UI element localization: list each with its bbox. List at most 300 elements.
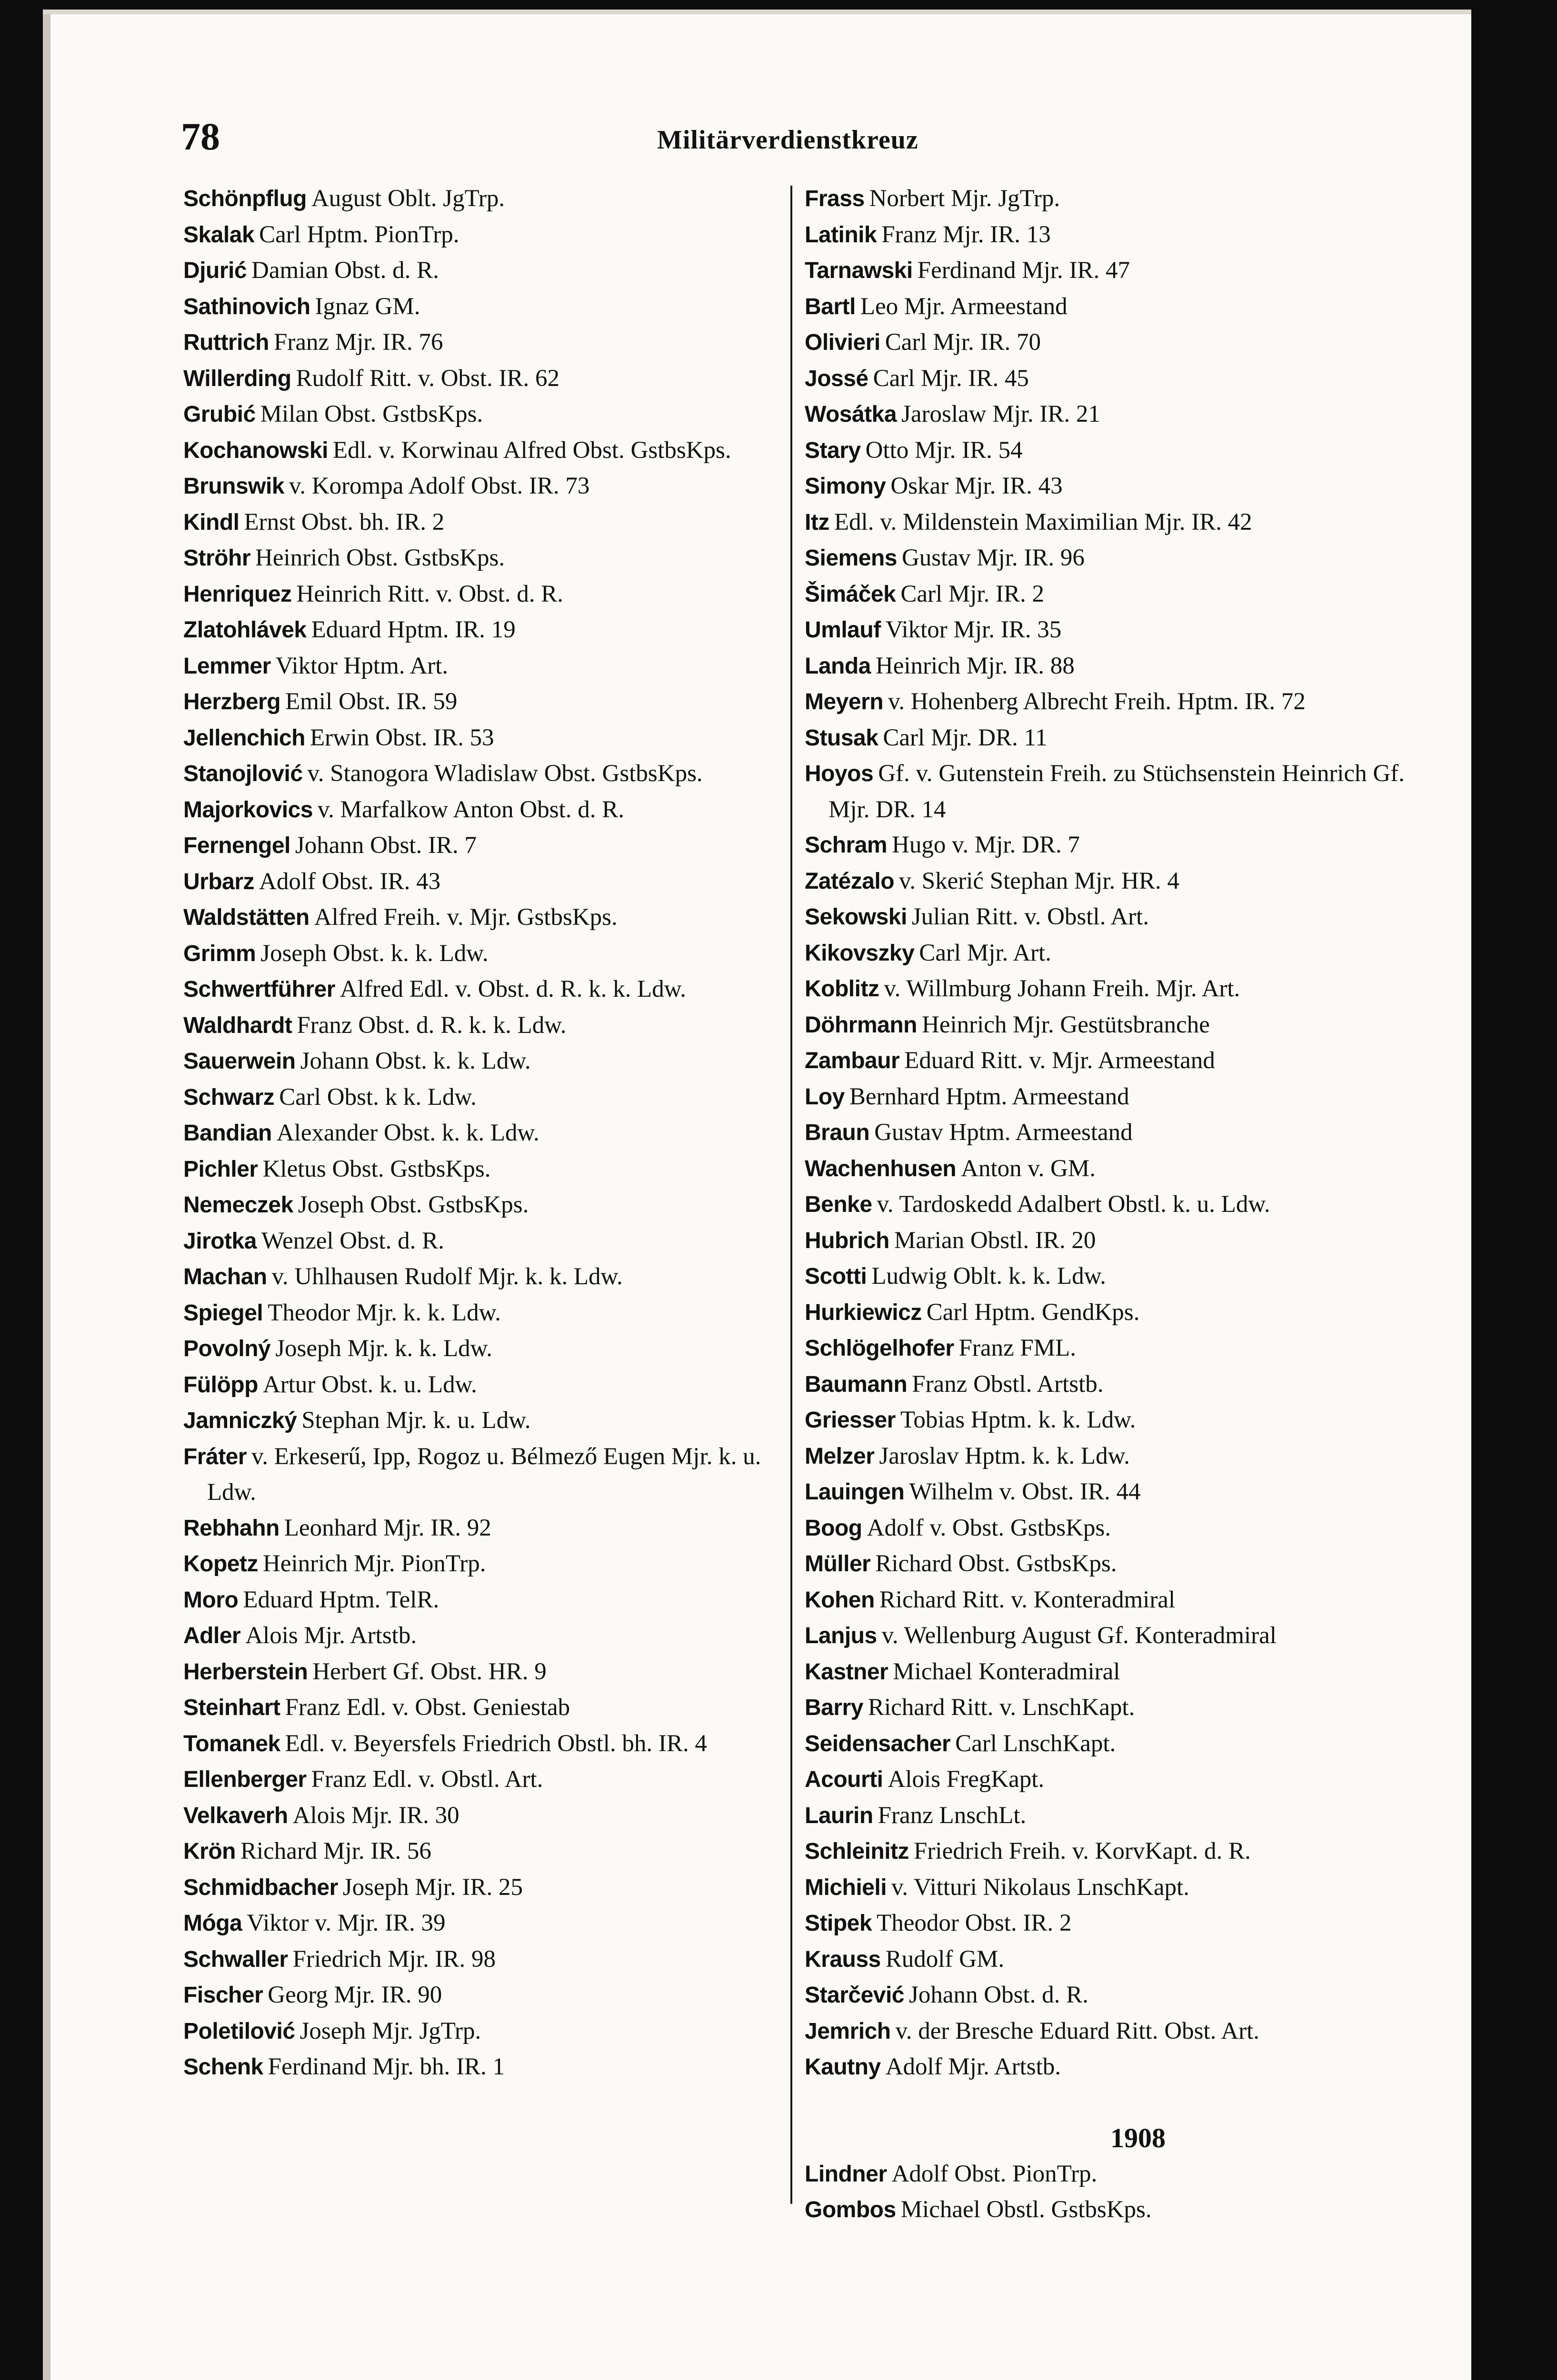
entry-details: v. Vitturi Nikolaus LnschKapt. bbox=[891, 1874, 1189, 1901]
entry-details: Michael Obstl. GstbsKps. bbox=[900, 2196, 1152, 2223]
entry-details: Eduard Ritt. v. Mjr. Armeestand bbox=[904, 1047, 1215, 1074]
register-entry bbox=[805, 612, 1419, 648]
entry-details: Edl. v. Mildenstein Maximilian Mjr. IR. 42 bbox=[834, 508, 1252, 536]
entry-details: Franz LnschLt. bbox=[878, 1802, 1027, 1829]
entry-surname: Djurić bbox=[183, 258, 247, 283]
register-entry bbox=[805, 1726, 1419, 1762]
entry-details: Alois Mjr. IR. 30 bbox=[292, 1802, 459, 1829]
register-entry bbox=[805, 1330, 1419, 1367]
register-entry bbox=[183, 1762, 798, 1798]
register-entry bbox=[183, 1726, 798, 1762]
entry-details: Otto Mjr. IR. 54 bbox=[865, 436, 1023, 464]
entry-surname: Stary bbox=[805, 437, 861, 463]
entry-surname: Sekowski bbox=[805, 904, 907, 930]
register-entry bbox=[183, 756, 798, 792]
entry-details: Theodor Obst. IR. 2 bbox=[877, 1910, 1072, 1936]
entry-details: Adolf Mjr. Artstb. bbox=[885, 2053, 1061, 2080]
register-entry bbox=[183, 468, 798, 505]
entry-details: Alois FregKapt. bbox=[888, 1766, 1045, 1793]
entry-surname: Schönpflug bbox=[183, 186, 307, 211]
entry-details: Franz Obst. d. R. k. k. Ldw. bbox=[297, 1012, 567, 1039]
entry-details: Artur Obst. k. u. Ldw. bbox=[262, 1371, 477, 1398]
entry-details: Friedrich Mjr. IR. 98 bbox=[292, 1945, 496, 1973]
entry-details: Eduard Hptm. IR. 19 bbox=[311, 616, 516, 643]
entry-details: v. Wellenburg August Gf. Konteradmiral bbox=[881, 1622, 1277, 1649]
entry-surname: Krön bbox=[183, 1839, 236, 1864]
register-entry bbox=[183, 2013, 798, 2050]
entry-surname: Kindl bbox=[183, 509, 240, 535]
entry-surname: Majorkovics bbox=[183, 797, 313, 823]
register-entry bbox=[183, 181, 798, 217]
register-entry bbox=[805, 2013, 1419, 2050]
year-heading: 1908 bbox=[1110, 2122, 1166, 2153]
entry-surname: Stusak bbox=[805, 725, 878, 751]
register-entry bbox=[183, 2049, 798, 2085]
entry-details: Alexander Obst. k. k. Ldw. bbox=[276, 1120, 539, 1146]
entry-surname: Šimáček bbox=[805, 581, 896, 607]
entry-details: Johann Obst. k. k. Ldw. bbox=[300, 1048, 531, 1074]
entry-surname: Schwertführer bbox=[183, 977, 335, 1002]
register-entry bbox=[183, 433, 798, 469]
entry-surname: Barry bbox=[805, 1695, 863, 1720]
right-column-list bbox=[805, 181, 1419, 2085]
entry-details: v. Marfalkow Anton Obst. d. R. bbox=[317, 796, 625, 823]
register-entry bbox=[805, 756, 1419, 827]
page-header bbox=[43, 114, 1471, 167]
register-entry bbox=[805, 181, 1419, 217]
entry-details: Alfred Freih. v. Mjr. GstbsKps. bbox=[314, 904, 618, 931]
entry-surname: Lindner bbox=[805, 2161, 887, 2187]
register-entry bbox=[183, 612, 798, 648]
register-entry bbox=[183, 1151, 798, 1188]
register-entry bbox=[805, 289, 1419, 325]
entry-surname: Benke bbox=[805, 1192, 872, 1217]
entry-details: Franz Mjr. IR. 76 bbox=[273, 329, 443, 356]
entry-surname: Loy bbox=[805, 1084, 845, 1110]
register-entry bbox=[183, 1043, 798, 1080]
register-entry bbox=[183, 720, 798, 756]
entry-details: Rudolf Ritt. v. Obst. IR. 62 bbox=[296, 365, 560, 392]
entry-details: Johann Obst. IR. 7 bbox=[295, 832, 477, 859]
entry-details: Franz FML. bbox=[958, 1335, 1077, 1361]
entry-surname: Olivieri bbox=[805, 330, 880, 355]
entry-details: Marian Obstl. IR. 20 bbox=[894, 1227, 1096, 1254]
entry-details: Franz Edl. v. Obst. Geniestab bbox=[285, 1694, 570, 1721]
entry-surname: Schram bbox=[805, 833, 888, 858]
entry-details: Jaroslav Hptm. k. k. Ldw. bbox=[879, 1442, 1130, 1469]
register-entry bbox=[805, 1690, 1419, 1726]
entry-surname: Lauingen bbox=[805, 1479, 905, 1505]
entry-surname: Melzer bbox=[805, 1443, 875, 1469]
entry-surname: Schmidbacher bbox=[183, 1874, 338, 1900]
register-entry bbox=[183, 1870, 798, 1906]
register-entry bbox=[805, 1762, 1419, 1798]
entry-details: Viktor Mjr. IR. 35 bbox=[885, 616, 1062, 643]
entry-surname: Acourti bbox=[805, 1767, 883, 1792]
register-entry bbox=[805, 325, 1419, 361]
entry-details: Carl Mjr. IR. 45 bbox=[873, 365, 1029, 392]
entry-surname: Meyern bbox=[805, 689, 884, 714]
entry-surname: Siemens bbox=[805, 545, 897, 571]
register-entry bbox=[805, 1402, 1419, 1438]
entry-surname: Kochanowski bbox=[183, 437, 328, 463]
entry-details: Richard Mjr. IR. 56 bbox=[240, 1838, 431, 1864]
entry-surname: Grimm bbox=[183, 941, 256, 966]
register-entry bbox=[805, 217, 1419, 253]
entry-details: Franz Mjr. IR. 13 bbox=[881, 221, 1051, 248]
running-title: Militärverdienstkreuz bbox=[657, 125, 918, 155]
entry-surname: Pichler bbox=[183, 1156, 258, 1182]
register-entry bbox=[183, 1295, 798, 1331]
entry-surname: Schwaller bbox=[183, 1946, 288, 1972]
entry-surname: Nemeczek bbox=[183, 1192, 293, 1218]
register-entry bbox=[183, 900, 798, 936]
register-entry bbox=[805, 468, 1419, 505]
entry-details: Carl Mjr. DR. 11 bbox=[883, 724, 1048, 751]
register-entry bbox=[183, 972, 798, 1008]
register-entry bbox=[183, 1618, 798, 1654]
entry-details: Heinrich Mjr. IR. 88 bbox=[875, 652, 1075, 679]
register-entry bbox=[805, 1942, 1419, 1978]
entry-surname: Hoyos bbox=[805, 761, 874, 786]
register-entry bbox=[183, 217, 798, 253]
register-entry bbox=[805, 648, 1419, 684]
register-entry bbox=[805, 2049, 1419, 2085]
entry-surname: Landa bbox=[805, 653, 871, 679]
page-edge-left bbox=[43, 10, 50, 2380]
entry-details: Hugo v. Mjr. DR. 7 bbox=[892, 832, 1080, 858]
entry-surname: Umlauf bbox=[805, 617, 881, 643]
register-entry bbox=[183, 1403, 798, 1439]
entry-surname: Ströhr bbox=[183, 545, 250, 571]
entry-details: v. Willmburg Johann Freih. Mjr. Art. bbox=[884, 975, 1240, 1002]
entry-surname: Ellenberger bbox=[183, 1767, 307, 1792]
entry-details: Norbert Mjr. JgTrp. bbox=[869, 185, 1060, 212]
entry-details: Joseph Obst. k. k. Ldw. bbox=[260, 940, 489, 967]
register-entry bbox=[183, 1510, 798, 1547]
entry-details: Heinrich Mjr. Gestütsbranche bbox=[922, 1011, 1210, 1038]
entry-details: Viktor v. Mjr. IR. 39 bbox=[247, 1910, 446, 1936]
entry-surname: Tomanek bbox=[183, 1731, 280, 1756]
register-entry bbox=[805, 1834, 1419, 1870]
register-entry bbox=[183, 1546, 798, 1582]
register-entry bbox=[805, 540, 1419, 576]
register-entry bbox=[805, 1295, 1419, 1331]
register-entry bbox=[805, 1223, 1419, 1259]
register-entry bbox=[805, 1474, 1419, 1510]
entry-details: Ferdinand Mjr. bh. IR. 1 bbox=[268, 2053, 505, 2080]
register-entry bbox=[805, 1259, 1419, 1295]
entry-surname: Moro bbox=[183, 1587, 239, 1613]
entry-surname: Povolný bbox=[183, 1336, 271, 1361]
entry-surname: Steinhart bbox=[183, 1695, 280, 1720]
entry-surname: Boog bbox=[805, 1515, 862, 1541]
entry-surname: Krauss bbox=[805, 1946, 881, 1972]
entry-surname: Velkaverh bbox=[183, 1803, 288, 1828]
register-entry bbox=[183, 1834, 798, 1870]
register-entry bbox=[183, 1977, 798, 2013]
entry-surname: Schwarz bbox=[183, 1084, 275, 1110]
entry-details: Carl Hptm. PionTrp. bbox=[259, 221, 459, 248]
entry-details: Carl Obst. k k. Ldw. bbox=[279, 1083, 477, 1111]
register-entry bbox=[805, 433, 1419, 469]
right-column bbox=[805, 181, 1419, 2228]
entry-details: Richard Obst. GstbsKps. bbox=[875, 1550, 1117, 1577]
entry-details: Edl. v. Beyersfels Friedrich Obstl. bh. IR. 4 bbox=[285, 1730, 707, 1757]
register-entry bbox=[805, 1654, 1419, 1690]
register-entry bbox=[805, 1007, 1419, 1043]
register-entry bbox=[183, 1798, 798, 1834]
entry-surname: Grubić bbox=[183, 402, 256, 427]
entry-surname: Müller bbox=[805, 1551, 871, 1577]
register-entry bbox=[183, 253, 798, 289]
entry-surname: Bartl bbox=[805, 294, 856, 319]
book-page bbox=[43, 10, 1471, 2380]
entry-details: Oskar Mjr. IR. 43 bbox=[890, 473, 1063, 499]
entry-surname: Bandian bbox=[183, 1121, 272, 1146]
entry-details: Adolf Obst. PionTrp. bbox=[891, 2160, 1098, 2187]
entry-surname: Brunswik bbox=[183, 474, 285, 499]
entry-details: August Oblt. JgTrp. bbox=[311, 185, 505, 212]
register-entry bbox=[183, 828, 798, 864]
entry-surname: Döhrmann bbox=[805, 1012, 917, 1038]
entry-details: Adolf Obst. IR. 43 bbox=[259, 868, 441, 895]
entry-details: v. Hohenberg Albrecht Freih. Hptm. IR. 72 bbox=[888, 688, 1306, 715]
register-entry bbox=[183, 936, 798, 972]
entry-surname: Herberstein bbox=[183, 1659, 308, 1685]
entry-surname: Kastner bbox=[805, 1659, 888, 1685]
entry-details: Gustav Hptm. Armeestand bbox=[874, 1119, 1133, 1146]
entry-details: Leo Mjr. Armeestand bbox=[860, 293, 1068, 320]
register-entry bbox=[183, 576, 798, 613]
entry-surname: Latinik bbox=[805, 222, 877, 248]
entry-surname: Fráter bbox=[183, 1444, 247, 1469]
entry-surname: Jemrich bbox=[805, 2018, 891, 2044]
entry-surname: Móga bbox=[183, 1911, 242, 1936]
entry-details: Milan Obst. GstbsKps. bbox=[260, 401, 483, 427]
entry-details: Richard Ritt. v. LnschKapt. bbox=[868, 1694, 1135, 1721]
entry-surname: Hubrich bbox=[805, 1228, 889, 1253]
entry-details: Tobias Hptm. k. k. Ldw. bbox=[900, 1407, 1136, 1433]
entry-surname: Simony bbox=[805, 474, 886, 499]
entry-surname: Itz bbox=[805, 509, 829, 535]
register-entry bbox=[183, 1259, 798, 1295]
entry-details: Wenzel Obst. d. R. bbox=[261, 1227, 444, 1254]
entry-surname: Lemmer bbox=[183, 653, 271, 679]
register-entry bbox=[805, 1905, 1419, 1942]
entry-surname: Griesser bbox=[805, 1408, 896, 1433]
entry-details: Richard Ritt. v. Konteradmiral bbox=[879, 1586, 1176, 1613]
entry-surname: Willerding bbox=[183, 366, 291, 391]
entry-surname: Machan bbox=[183, 1264, 267, 1289]
entry-details: v. Stanogora Wladislaw Obst. GstbsKps. bbox=[307, 760, 703, 787]
entry-surname: Waldstätten bbox=[183, 905, 309, 930]
register-entry bbox=[183, 361, 798, 397]
entry-details: Ignaz GM. bbox=[315, 293, 420, 320]
entry-details: v. Korompa Adolf Obst. IR. 73 bbox=[289, 473, 590, 499]
entry-details: Stephan Mjr. k. u. Ldw. bbox=[301, 1407, 531, 1434]
entry-surname: Scotti bbox=[805, 1264, 867, 1289]
page-edge-top bbox=[43, 10, 1471, 14]
entry-details: Emil Obst. IR. 59 bbox=[285, 688, 458, 715]
register-entry bbox=[183, 1690, 798, 1726]
register-entry bbox=[183, 1008, 798, 1044]
register-entry bbox=[805, 1367, 1419, 1403]
entry-details: Carl LnschKapt. bbox=[955, 1730, 1116, 1757]
entry-surname: Fischer bbox=[183, 1983, 263, 2008]
entry-surname: Braun bbox=[805, 1120, 870, 1145]
entry-surname: Stanojlović bbox=[183, 761, 303, 786]
register-entry bbox=[183, 864, 798, 900]
entry-surname: Schenk bbox=[183, 2054, 263, 2080]
entry-surname: Jellenchich bbox=[183, 725, 305, 751]
entry-details: Joseph Obst. GstbsKps. bbox=[298, 1191, 529, 1218]
register-entry bbox=[805, 827, 1419, 863]
entry-details: Edl. v. Korwinau Alfred Obst. GstbsKps. bbox=[332, 436, 731, 464]
register-entry bbox=[183, 540, 798, 576]
entry-surname: Frass bbox=[805, 186, 865, 211]
entry-surname: Poletilović bbox=[183, 2018, 295, 2044]
entry-details: Wilhelm v. Obst. IR. 44 bbox=[909, 1478, 1141, 1505]
entry-surname: Schleinitz bbox=[805, 1839, 909, 1864]
entry-details: Bernhard Hptm. Armeestand bbox=[849, 1083, 1129, 1110]
entry-surname: Starčević bbox=[805, 1983, 904, 2008]
entry-surname: Seidensacher bbox=[805, 1731, 951, 1756]
entry-details: Leonhard Mjr. IR. 92 bbox=[284, 1514, 491, 1541]
entry-details: Ludwig Oblt. k. k. Ldw. bbox=[871, 1263, 1106, 1289]
entry-surname: Schlögelhofer bbox=[805, 1336, 954, 1361]
register-entry bbox=[805, 505, 1419, 541]
register-entry bbox=[183, 792, 798, 828]
entry-details: Michael Konteradmiral bbox=[893, 1658, 1120, 1685]
register-entry bbox=[183, 397, 798, 433]
entry-details: Ferdinand Mjr. IR. 47 bbox=[917, 257, 1130, 284]
register-entry bbox=[183, 1331, 798, 1367]
entry-details: Joseph Mjr. IR. 25 bbox=[342, 1874, 523, 1901]
entry-surname: Kautny bbox=[805, 2054, 881, 2080]
register-entry bbox=[183, 1367, 798, 1403]
entry-surname: Gombos bbox=[805, 2197, 896, 2222]
entry-surname: Laurin bbox=[805, 1803, 873, 1828]
register-entry bbox=[183, 505, 798, 541]
register-entry bbox=[805, 935, 1419, 972]
register-entry bbox=[805, 1151, 1419, 1187]
entry-surname: Zambaur bbox=[805, 1048, 900, 1073]
entry-surname: Zatézalo bbox=[805, 868, 895, 894]
register-entry bbox=[805, 253, 1419, 289]
entry-details: Jaroslaw Mjr. IR. 21 bbox=[901, 401, 1100, 427]
entry-details: Alois Mjr. Artstb. bbox=[245, 1622, 417, 1649]
register-entry bbox=[183, 1582, 798, 1618]
entry-details: Carl Hptm. GendKps. bbox=[926, 1299, 1140, 1326]
register-entry bbox=[805, 2156, 1419, 2192]
register-entry bbox=[805, 1582, 1419, 1618]
register-entry bbox=[805, 1510, 1419, 1547]
entry-details: Ernst Obst. bh. IR. 2 bbox=[244, 508, 445, 536]
entry-details: Adolf v. Obst. GstbsKps. bbox=[867, 1514, 1111, 1541]
register-entry bbox=[805, 1977, 1419, 2013]
entry-surname: Kopetz bbox=[183, 1551, 258, 1577]
entry-surname: Hurkiewicz bbox=[805, 1299, 922, 1325]
entry-surname: Wachenhusen bbox=[805, 1156, 957, 1181]
register-entry bbox=[183, 1115, 798, 1151]
entry-surname: Zlatohlávek bbox=[183, 617, 307, 643]
register-entry bbox=[183, 325, 798, 361]
entry-surname: Skalak bbox=[183, 222, 255, 248]
entry-surname: Urbarz bbox=[183, 869, 255, 894]
register-entry bbox=[183, 1654, 798, 1690]
page-number: 78 bbox=[181, 115, 220, 158]
entry-details: Joseph Mjr. JgTrp. bbox=[299, 2017, 481, 2044]
entry-surname: Sauerwein bbox=[183, 1049, 296, 1074]
register-entry bbox=[805, 720, 1419, 756]
entry-details: v. Uhlhausen Rudolf Mjr. k. k. Ldw. bbox=[271, 1263, 623, 1290]
entry-details: Kletus Obst. GstbsKps. bbox=[262, 1155, 491, 1182]
entry-surname: Ruttrich bbox=[183, 330, 269, 355]
register-entry bbox=[805, 1618, 1419, 1654]
register-entry bbox=[183, 684, 798, 720]
entry-surname: Koblitz bbox=[805, 976, 879, 1002]
entry-details: Carl Mjr. Art. bbox=[919, 939, 1051, 966]
entry-surname: Jamniczký bbox=[183, 1408, 297, 1433]
entry-details: Damian Obst. d. R. bbox=[251, 257, 439, 284]
register-entry bbox=[805, 1438, 1419, 1475]
entry-surname: Henriquez bbox=[183, 581, 292, 607]
register-entry bbox=[183, 289, 798, 325]
entry-surname: Sathinovich bbox=[183, 294, 310, 319]
entry-details: Franz Edl. v. Obstl. Art. bbox=[311, 1766, 543, 1793]
register-entry bbox=[183, 1439, 798, 1510]
entry-surname: Baumann bbox=[805, 1371, 908, 1397]
entry-details: Alfred Edl. v. Obst. d. R. k. k. Ldw. bbox=[339, 976, 687, 1002]
entry-surname: Adler bbox=[183, 1623, 241, 1648]
register-entry bbox=[805, 361, 1419, 397]
entry-details: Viktor Hptm. Art. bbox=[275, 652, 449, 679]
entry-details: Gf. v. Gutenstein Freih. zu Stüchsenstein Heinrich Gf. Mjr. DR. 14 bbox=[828, 760, 1405, 823]
entry-details: Friedrich Freih. v. KorvKapt. d. R. bbox=[914, 1838, 1251, 1864]
entry-details: Carl Mjr. IR. 2 bbox=[900, 580, 1045, 607]
register-entry bbox=[805, 1798, 1419, 1834]
entry-surname: Jirotka bbox=[183, 1228, 257, 1254]
entry-surname: Lanjus bbox=[805, 1623, 877, 1648]
entry-surname: Michieli bbox=[805, 1874, 887, 1900]
entry-surname: Fernengel bbox=[183, 833, 290, 858]
register-entry bbox=[805, 1870, 1419, 1906]
register-entry bbox=[805, 971, 1419, 1007]
register-entry bbox=[183, 648, 798, 684]
entry-details: Carl Mjr. IR. 70 bbox=[885, 329, 1041, 356]
entry-details: Julian Ritt. v. Obstl. Art. bbox=[911, 903, 1149, 930]
entry-details: Heinrich Mjr. PionTrp. bbox=[262, 1550, 486, 1577]
entry-details: Heinrich Obst. GstbsKps. bbox=[255, 545, 505, 571]
entry-surname: Kikovszky bbox=[805, 940, 915, 966]
entry-surname: Kohen bbox=[805, 1587, 875, 1613]
register-entry bbox=[805, 397, 1419, 433]
entry-details: Gustav Mjr. IR. 96 bbox=[901, 545, 1085, 571]
register-entry bbox=[805, 576, 1419, 613]
left-column bbox=[183, 181, 798, 2085]
register-entry bbox=[805, 1115, 1419, 1151]
list-1908 bbox=[805, 2156, 1419, 2228]
register-entry bbox=[805, 2192, 1419, 2228]
entry-details: v. der Bresche Eduard Ritt. Obst. Art. bbox=[895, 2017, 1259, 2044]
entry-details: Erwin Obst. IR. 53 bbox=[309, 724, 494, 751]
entry-details: Johann Obst. d. R. bbox=[909, 1982, 1088, 2008]
register-entry bbox=[183, 1223, 798, 1259]
entry-surname: Tarnawski bbox=[805, 258, 913, 283]
column-divider bbox=[790, 186, 792, 2204]
entry-surname: Rebhahn bbox=[183, 1515, 279, 1541]
